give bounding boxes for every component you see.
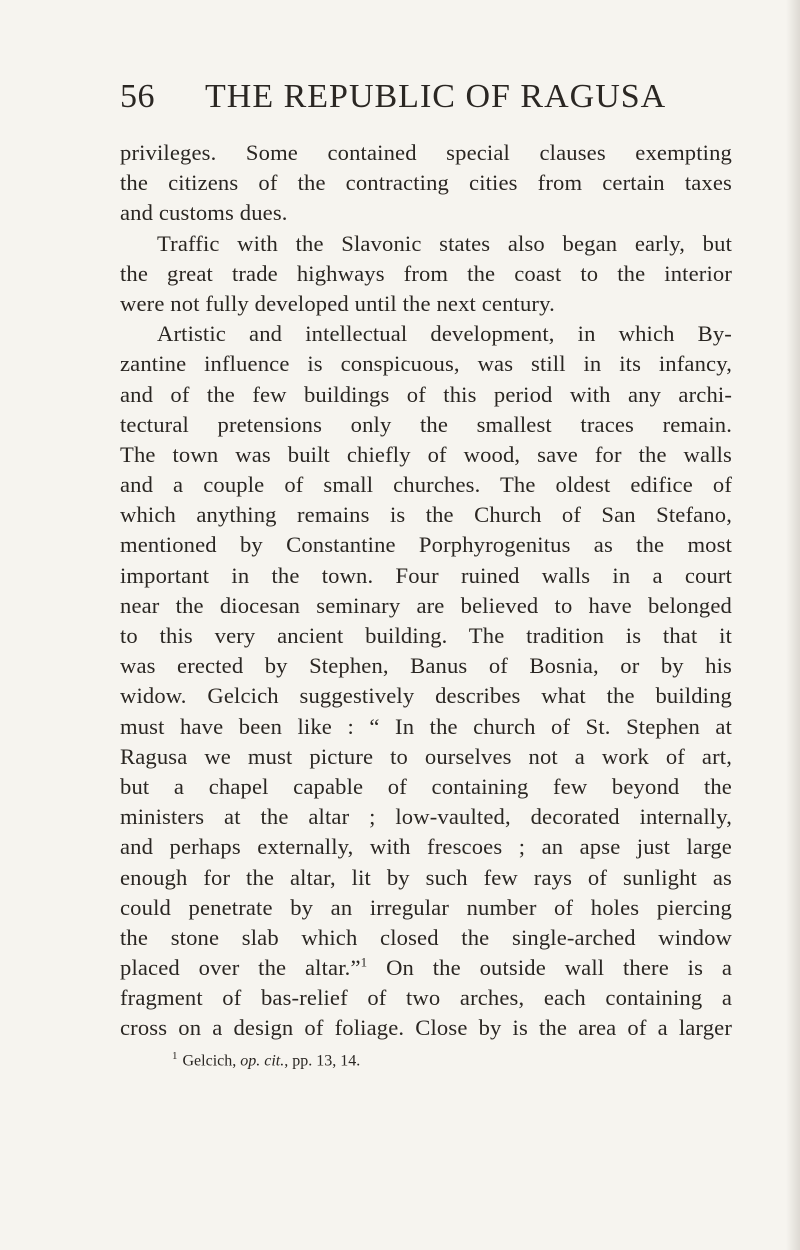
text-line xyxy=(120,953,732,983)
text-line-content: near the diocesan seminary are believed to have belonged xyxy=(120,592,732,618)
text-line-content: cross on a design of foliage. Close by is the area of a larger xyxy=(120,1015,732,1041)
text-line xyxy=(120,681,732,711)
text-line-content: the great trade highways from the coast to the interior xyxy=(120,260,732,286)
text-line-content: important in the town. Four ruined walls in a court xyxy=(120,562,732,588)
text-line xyxy=(120,561,732,591)
text-line xyxy=(120,621,732,651)
text-line-content: the citizens of the contracting cities from certain taxes xyxy=(120,170,732,196)
text-line xyxy=(120,832,732,862)
text-line xyxy=(120,591,732,621)
body-text xyxy=(120,138,732,1044)
footnote-reference: 1 xyxy=(360,954,368,970)
book-page xyxy=(120,78,732,1071)
text-line-content: privileges. Some contained special clauses exempting xyxy=(120,140,732,165)
text-line xyxy=(120,319,732,349)
text-line-content: and perhaps externally, with frescoes ; an apse just large xyxy=(120,834,732,860)
text-line xyxy=(120,923,732,953)
footnote-citation: op. cit. xyxy=(240,1051,285,1069)
text-line-content: to this very ancient building. The tradition is that it xyxy=(120,623,732,648)
text-line-content: could penetrate by an irregular number of holes piercing xyxy=(120,894,732,920)
text-line-content: was erected by Stephen, Banus of Bosnia, or by his xyxy=(120,653,732,679)
text-line xyxy=(120,863,732,893)
page-edge-shadow xyxy=(786,0,800,1250)
text-line-content: Ragusa we must picture to ourselves not a work of art, xyxy=(120,743,732,769)
text-line xyxy=(120,1013,732,1043)
text-line-content: which anything remains is the Church of San Stefano, xyxy=(120,502,732,528)
text-line-content: but a chapel capable of containing few beyond the xyxy=(120,773,732,799)
text-line xyxy=(120,410,732,440)
text-line xyxy=(120,349,732,379)
text-line xyxy=(120,893,732,923)
text-line xyxy=(120,289,732,319)
text-line-content: must have been like : “ In the church of St. Stephen at xyxy=(120,713,732,739)
text-line-content: placed over the altar.” xyxy=(120,955,361,981)
text-line-content: fragment of bas-relief of two arches, each containing a xyxy=(120,985,732,1011)
text-line xyxy=(120,470,732,500)
footnote-pages: , pp. 13, 14. xyxy=(284,1051,361,1069)
text-line xyxy=(120,772,732,802)
text-line-content: and customs dues. xyxy=(120,200,288,226)
footnote-author: Gelcich, xyxy=(182,1051,237,1069)
text-line-content: and a couple of small churches. The oldest edifice of xyxy=(120,472,732,498)
footnote-marker: 1 xyxy=(172,1049,178,1062)
text-line-content: The town was built chiefly of wood, save for the walls xyxy=(120,441,732,467)
text-line xyxy=(120,198,732,228)
text-line xyxy=(120,651,732,681)
text-line-content: enough for the altar, lit by such few rays of sunlight as xyxy=(120,864,732,890)
text-line-content: the stone slab which closed the single-arched window xyxy=(120,924,732,950)
text-line-content: tectural pretensions only the smallest traces remain. xyxy=(120,411,732,437)
text-line xyxy=(120,500,732,530)
text-line xyxy=(120,712,732,742)
text-line xyxy=(120,530,732,560)
text-line-content: mentioned by Constantine Porphyrogenitus as the most xyxy=(120,532,732,558)
footnote xyxy=(120,1046,732,1071)
text-line xyxy=(120,440,732,470)
text-line-content: zantine influence is conspicuous, was still in its infancy, xyxy=(120,351,732,377)
text-line-content: ministers at the altar ; low-vaulted, decorated internally, xyxy=(120,804,732,830)
text-line-content: On the outside wall there is a xyxy=(367,955,732,981)
text-line xyxy=(120,229,732,259)
text-line xyxy=(120,742,732,772)
text-line-content: were not fully developed until the next century. xyxy=(120,290,555,316)
text-line xyxy=(120,168,732,198)
running-head xyxy=(120,78,732,122)
text-line-content: widow. Gelcich suggestively describes what the building xyxy=(120,683,732,709)
text-line xyxy=(120,380,732,410)
text-line xyxy=(120,138,732,168)
text-line-content: and of the few buildings of this period with any archi- xyxy=(120,381,732,407)
text-line xyxy=(120,983,732,1013)
text-line xyxy=(120,802,732,832)
page-number: 56 xyxy=(120,78,155,115)
text-line-content: Artistic and intellectual development, in which By- xyxy=(157,321,732,347)
text-line xyxy=(120,259,732,289)
running-title: THE REPUBLIC OF RAGUSA xyxy=(205,78,667,115)
text-line-content: Traffic with the Slavonic states also began early, but xyxy=(157,230,732,256)
